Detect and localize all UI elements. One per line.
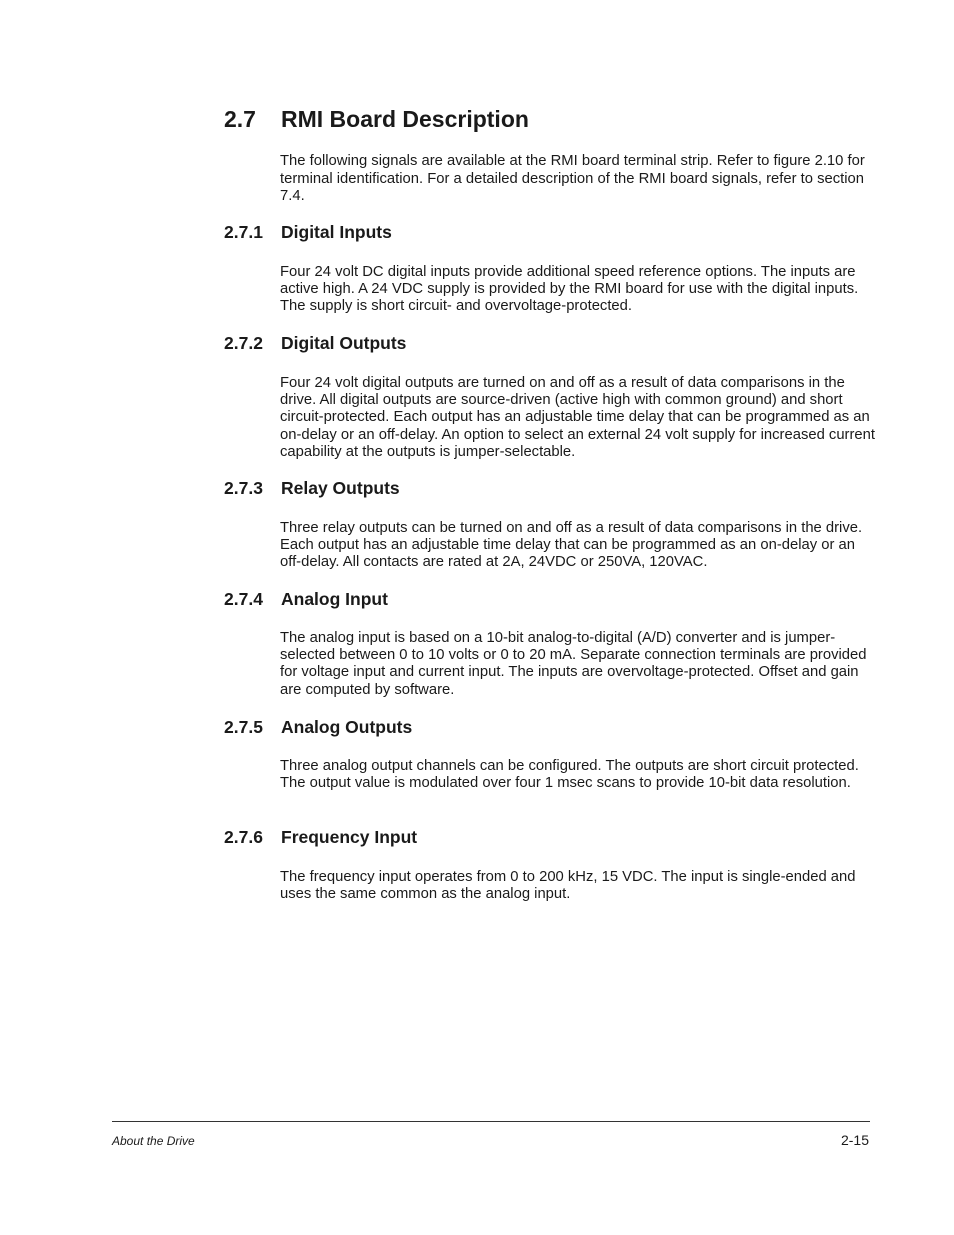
subsection-title: Analog Outputs — [281, 717, 413, 737]
subsection-title: Frequency Input — [281, 827, 418, 847]
subsection-title: Relay Outputs — [281, 478, 400, 498]
subsection-heading-digital-outputs — [224, 332, 406, 354]
subsection-heading-relay-outputs — [224, 477, 400, 499]
subsection-text-analog-outputs: Three analog output channels can be configured. The outputs are short circuit protected. The output value is modulated over four 1 msec scans to provide 10-bit data resolution. — [280, 758, 859, 792]
subsection-title: Digital Inputs — [281, 222, 392, 242]
subsection-number: 2.7.5 — [224, 717, 263, 737]
footer-page-number: 2-15 — [840, 1132, 869, 1148]
subsection-text-digital-outputs: Four 24 volt digital outputs are turned on and off as a result of data comparisons in the drive. All digital outputs are source-driven (active high with common ground) and short circuit-protected. Each output has an adjustable time delay that can be programmed as an on-delay or an off-delay. An option to select an external 24 volt supply for increased current capability at the outputs is jumper-selectable. — [280, 375, 875, 460]
subsection-text-relay-outputs: Three relay outputs can be turned on and off as a result of data comparisons in the drive. Each output has an adjustable time delay that can be programmed as an on-delay or an off-delay. All contacts are rated at 2A, 24VDC or 250VA, 120VAC. — [280, 520, 863, 571]
subsection-text-analog-input: The analog input is based on a 10-bit analog-to-digital (A/D) converter and is jumper-selected between 0 to 10 volts or 0 to 20 mA. Separate connection terminals are provided for voltage input and current input. The inputs are overvoltage-protected. Offset and gain are computed by software. — [280, 630, 867, 698]
section-number: 2.7 — [224, 106, 256, 132]
subsection-title: Digital Outputs — [281, 333, 407, 353]
section-intro: The following signals are available at the RMI board terminal strip. Refer to figure 2.10 for terminal identification. For a detailed description of the RMI board signals, refer to section 7.4. — [280, 153, 865, 204]
footer-divider — [112, 1121, 870, 1122]
subsection-number: 2.7.4 — [224, 589, 263, 609]
subsection-text-frequency-input: The frequency input operates from 0 to 200 kHz, 15 VDC. The input is single-ended and uses the same common as the analog input. — [280, 869, 856, 903]
footer-chapter-title: About the Drive — [112, 1134, 195, 1148]
section-title: RMI Board Description — [281, 106, 529, 132]
subsection-text-digital-inputs: Four 24 volt DC digital inputs provide additional speed reference options. The inputs are active high. A 24 VDC supply is provided by the RMI board for use with the digital inputs. The supply is short circuit- and overvoltage-protected. — [280, 264, 859, 315]
subsection-number: 2.7.2 — [224, 333, 263, 353]
section-heading — [224, 104, 529, 134]
subsection-heading-analog-outputs — [224, 716, 412, 738]
subsection-heading-digital-inputs — [224, 221, 392, 243]
subsection-number: 2.7.6 — [224, 827, 263, 847]
subsection-title: Analog Input — [281, 589, 388, 609]
subsection-number: 2.7.1 — [224, 222, 263, 242]
subsection-heading-analog-input — [224, 588, 388, 610]
subsection-heading-frequency-input — [224, 826, 417, 848]
subsection-number: 2.7.3 — [224, 478, 263, 498]
